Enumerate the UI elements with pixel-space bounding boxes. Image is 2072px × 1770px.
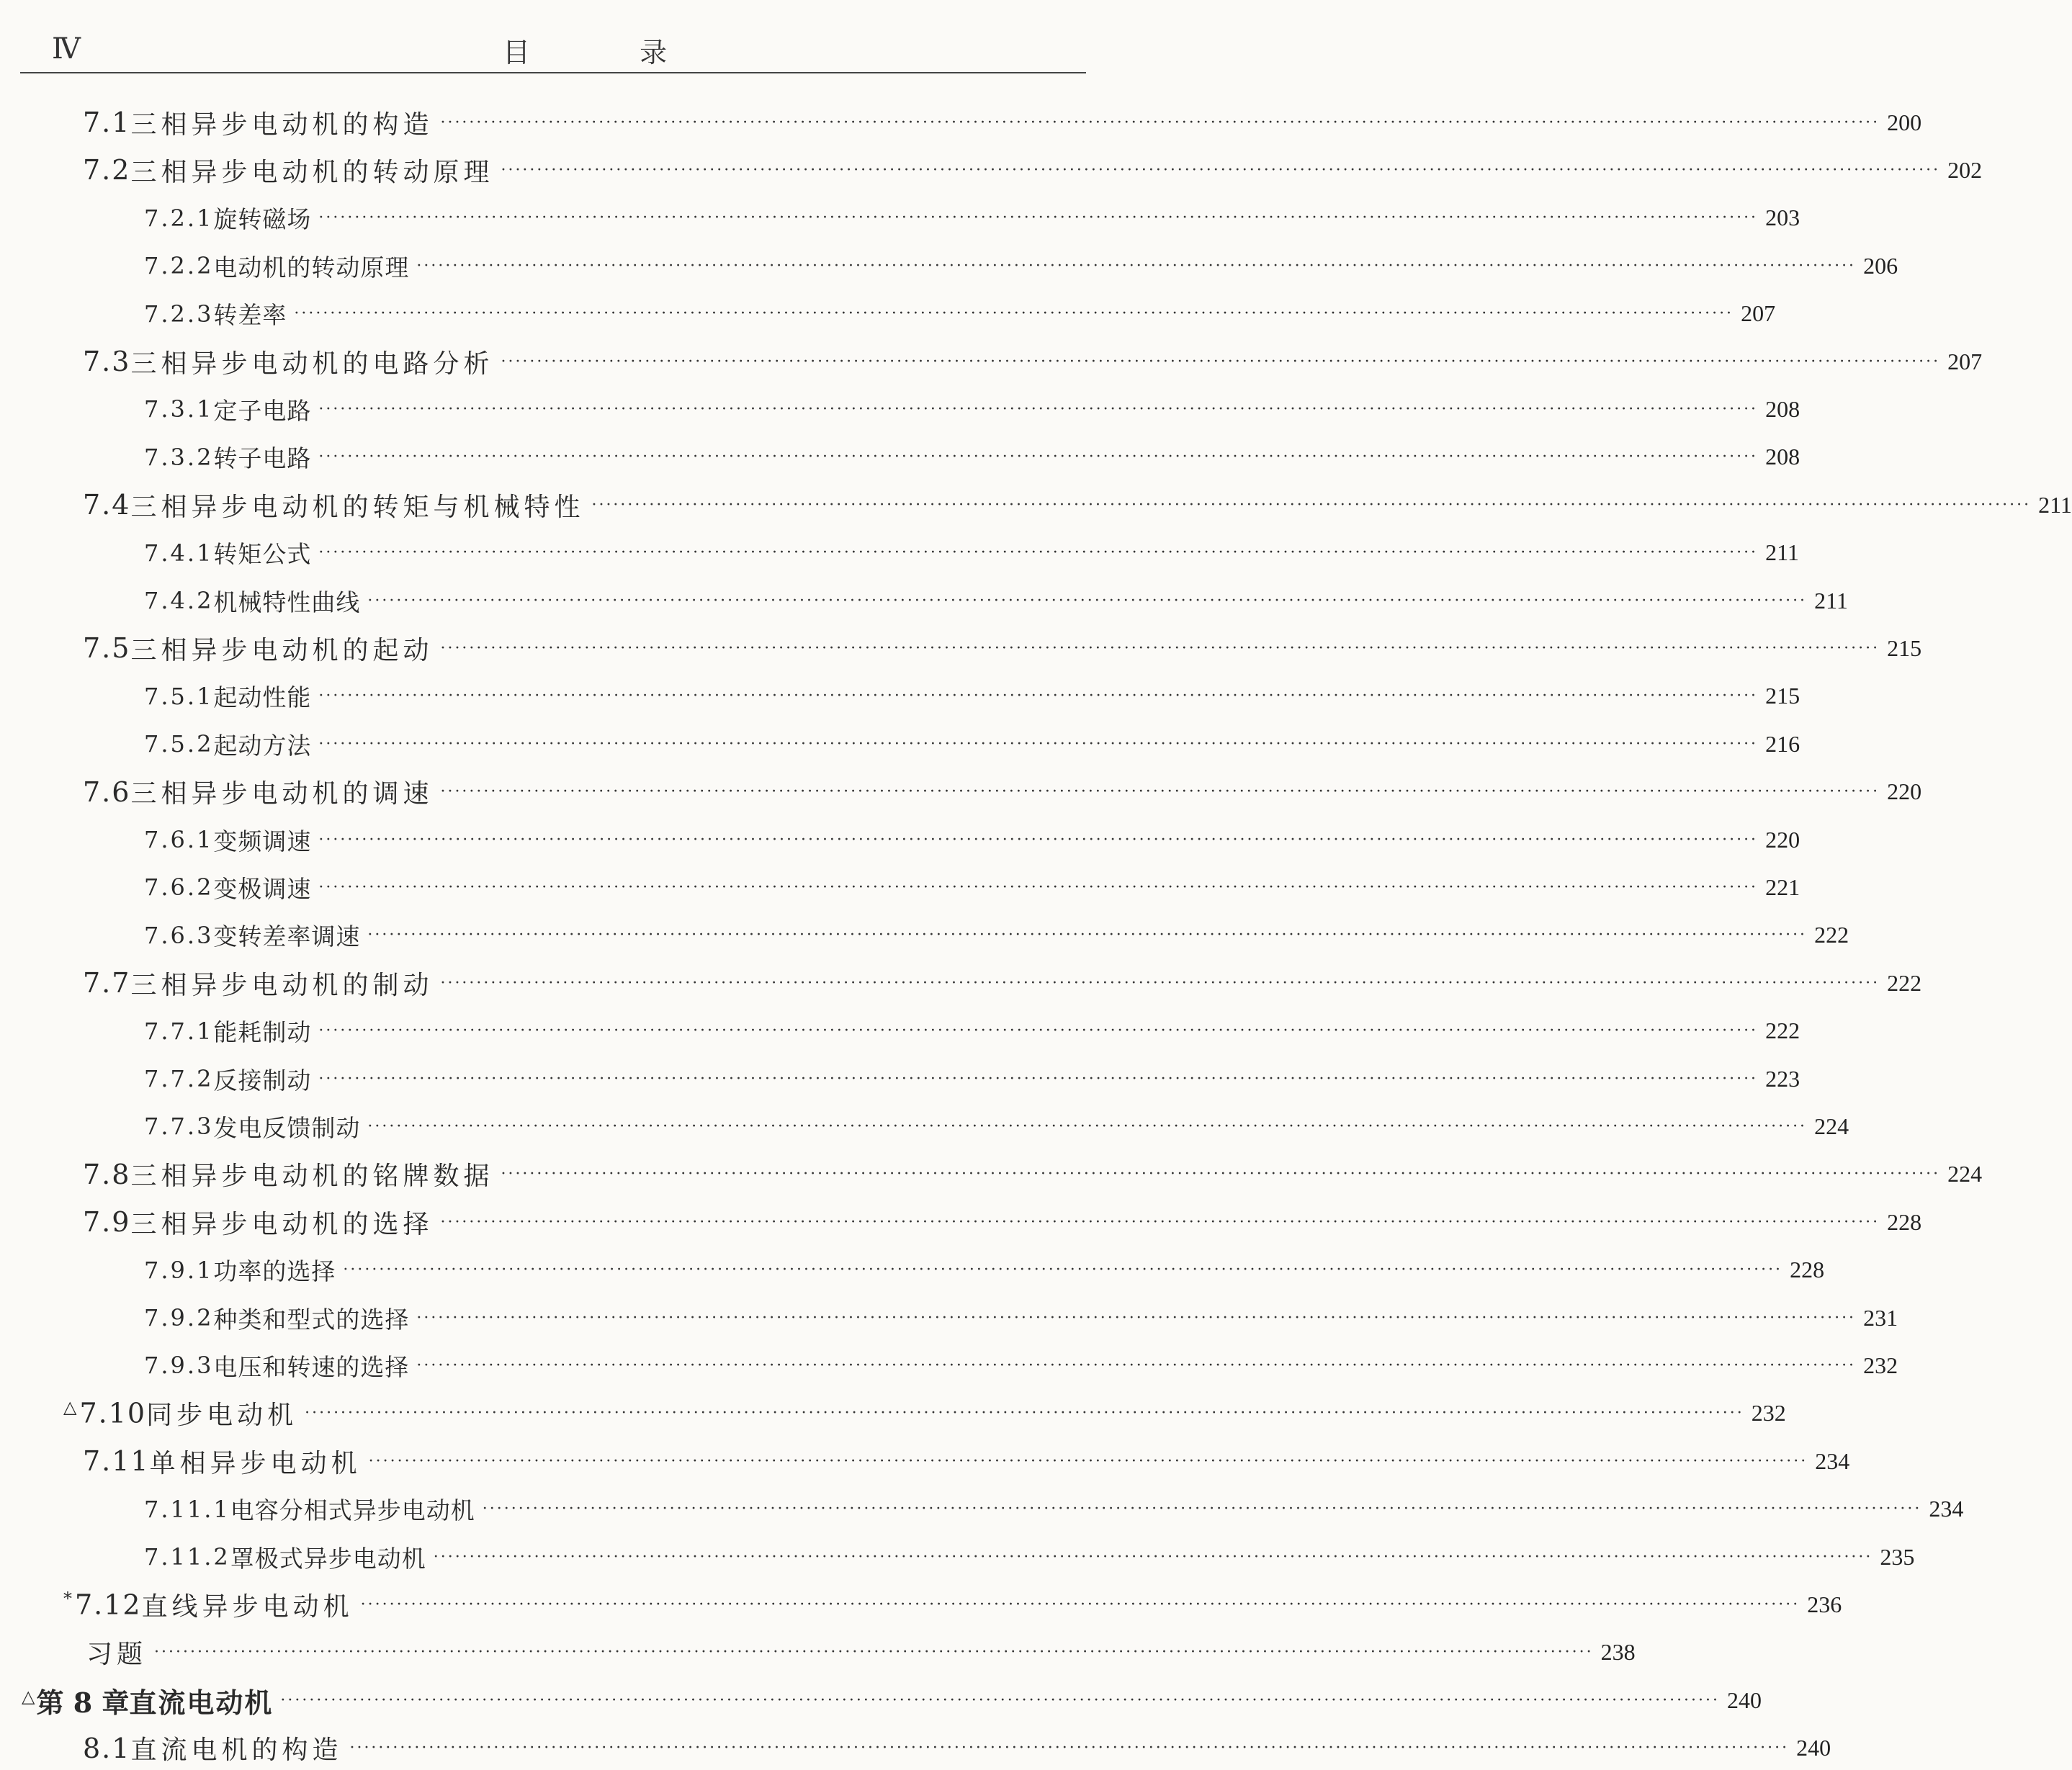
toc-entry[interactable]	[0, 197, 1800, 240]
toc-entry-page: 222	[1887, 969, 1922, 996]
toc-entry-number	[144, 252, 213, 279]
dot-leader: ········································································································································································································	[416, 1356, 1857, 1375]
dot-leader: ········································································································································································································	[591, 495, 2032, 514]
toc-entry-title: 三相异步电动机的转矩与机械特性	[130, 492, 585, 522]
toc-entry-title: 电动机的转动原理	[213, 253, 410, 282]
toc-entry[interactable]	[0, 148, 1983, 192]
dot-leader: ········································································································································································································	[440, 1213, 1880, 1231]
toc-entry-page: 224	[1814, 1113, 1849, 1139]
toc-entry-number-text: 7.10	[79, 1398, 147, 1430]
toc-entry-number-text: 8.1	[83, 1732, 131, 1764]
toc-entry-number	[83, 346, 130, 377]
toc-entry-number	[144, 1543, 230, 1571]
toc-entry-title: 三相异步电动机的调速	[130, 779, 434, 809]
toc-entry-title: 单相异步电动机	[149, 1448, 362, 1478]
toc-entry-page: 211	[1814, 587, 1848, 614]
toc-entry-number	[83, 632, 130, 664]
toc-entry[interactable]	[0, 292, 1776, 336]
toc-entry[interactable]	[0, 1057, 1800, 1100]
toc-entry-number-text: 7.4	[83, 489, 131, 521]
toc-entry-page: 228	[1790, 1257, 1825, 1283]
toc-entry-page: 215	[1887, 634, 1922, 661]
toc-entry-title: 机械特性曲线	[213, 588, 361, 616]
toc-entry-title: 定子电路	[213, 396, 312, 425]
dot-leader: ········································································································································································································	[318, 209, 1759, 228]
toc-entry-title: 转子电路	[213, 444, 312, 473]
toc-entry-title: 反接制动	[213, 1066, 312, 1095]
toc-entry-number-text: 7.5	[83, 632, 131, 665]
toc-entry-title: 电压和转速的选择	[213, 1352, 410, 1381]
toc-entry-number	[83, 1733, 130, 1764]
dot-leader: ········································································································································································································	[318, 830, 1759, 849]
toc-entry[interactable]	[0, 1631, 1636, 1674]
toc-entry-number	[144, 683, 213, 710]
toc-entry-title: 变转差率调速	[213, 922, 361, 951]
toc-entry[interactable]	[0, 387, 1800, 431]
toc-entry-number-text: 7.11.2	[144, 1543, 230, 1571]
toc-entry[interactable]	[0, 1105, 1849, 1148]
toc-entry[interactable]	[0, 340, 1983, 383]
dot-leader: ········································································································································································································	[440, 974, 1880, 992]
toc-entry-title: 功率的选择	[213, 1257, 336, 1286]
toc-entry-number-text: 7.2.3	[144, 300, 214, 328]
toc-entry-number-text: 7.3	[83, 346, 131, 377]
dot-leader: ········································································································································································································	[318, 734, 1759, 753]
toc-entry-number-text: 7.6	[83, 776, 131, 808]
dot-leader: ········································································································································································································	[367, 926, 1808, 945]
toc-entry-title: 转差率	[213, 301, 287, 330]
toc-entry-number	[144, 730, 213, 758]
toc-entry[interactable]	[0, 1392, 1786, 1435]
toc-entry-page: 206	[1863, 252, 1898, 279]
toc-entry[interactable]	[0, 1249, 1825, 1292]
toc-entry-number	[83, 489, 130, 521]
toc-entry-number-text: 7.6.1	[144, 826, 214, 853]
toc-entry[interactable]	[0, 1010, 1800, 1053]
toc-entry-number	[144, 1496, 230, 1523]
toc-entry[interactable]	[0, 1439, 1850, 1483]
toc-entry[interactable]	[0, 818, 1800, 861]
toc-entry[interactable]	[0, 1535, 1915, 1578]
dot-leader: ········································································································································································································	[305, 1404, 1744, 1423]
toc-entry[interactable]	[0, 1488, 1964, 1531]
toc-entry-number-text: 7.9.2	[144, 1304, 214, 1331]
dot-leader: ········································································································································································································	[360, 1595, 1800, 1614]
toc-entry-number-text: 7.12	[75, 1589, 142, 1621]
toc-entry[interactable]	[0, 1727, 1831, 1770]
dot-leader: ········································································································································································································	[501, 352, 1941, 371]
toc-entry-number	[144, 1017, 213, 1045]
toc-entry[interactable]	[0, 1153, 1983, 1196]
toc-entry-title: 种类和型式的选择	[213, 1305, 410, 1334]
toc-entry-number	[83, 107, 130, 138]
toc-entry-title: 电容分相式异步电动机	[230, 1496, 475, 1525]
toc-entry[interactable]	[0, 531, 1799, 575]
toc-entry-title: 习题	[86, 1640, 148, 1670]
dot-leader: ········································································································································································································	[318, 1022, 1759, 1041]
toc-entry-page: 228	[1887, 1208, 1922, 1235]
toc-entry-number	[83, 967, 130, 999]
toc-entry-page: 215	[1765, 683, 1800, 709]
toc-entry-page: 208	[1765, 395, 1800, 422]
toc-entry-number	[83, 1159, 130, 1190]
toc-entry[interactable]	[0, 1296, 1898, 1339]
toc-entry-number	[144, 205, 213, 232]
toc-entry[interactable]	[0, 866, 1800, 909]
dot-leader: ········································································································································································································	[318, 687, 1759, 706]
dot-leader: ········································································································································································································	[440, 113, 1880, 132]
toc-entry-number	[144, 826, 213, 853]
toc-entry-number	[144, 300, 213, 328]
toc-entry-title: 三相异步电动机的电路分析	[130, 349, 494, 379]
toc-entry-number-text: 7.9.3	[144, 1352, 214, 1380]
toc-entry-title: 转矩公式	[213, 540, 312, 569]
toc-entry-page: 232	[1751, 1400, 1786, 1427]
toc-entry[interactable]	[0, 244, 1898, 287]
toc-entry-number-text: 7.8	[83, 1158, 131, 1190]
toc-entry-page: 240	[1796, 1735, 1831, 1761]
dot-leader: ········································································································································································································	[280, 1691, 1721, 1710]
toc-entry-number	[83, 1445, 150, 1477]
toc-entry-mark: *	[63, 1589, 73, 1609]
dot-leader: ········································································································································································································	[367, 1117, 1808, 1136]
toc-entry[interactable]	[0, 961, 1922, 1005]
toc-entry-number-text: 7.6.2	[144, 873, 214, 902]
toc-entry-number-text: 7.2	[83, 154, 131, 187]
dot-leader: ········································································································································································································	[318, 448, 1759, 467]
toc-entry-number	[83, 776, 130, 808]
toc-entry-mark: △	[63, 1397, 79, 1418]
toc-entry-title: 三相异步电动机的制动	[130, 970, 434, 1000]
toc-entry-number	[83, 154, 130, 186]
toc-entry[interactable]	[0, 914, 1849, 957]
toc-entry[interactable]	[0, 483, 2072, 526]
toc-entry-page: 231	[1863, 1304, 1898, 1331]
dot-leader: ········································································································································································································	[343, 1261, 1783, 1280]
dot-leader: ········································································································································································································	[440, 639, 1880, 657]
header-rule	[20, 72, 1086, 73]
toc-entry-number	[144, 1304, 213, 1331]
toc-entry-number-text: 7.7.2	[144, 1065, 214, 1092]
toc-entry-number	[22, 1681, 129, 1720]
toc-entry-page: 211	[1765, 539, 1799, 566]
toc-entry-page: 234	[1929, 1496, 1964, 1522]
toc-entry-number	[144, 1113, 213, 1140]
toc-entry-page: 240	[1727, 1686, 1762, 1713]
toc-entry-page: 221	[1765, 873, 1800, 900]
toc-entry-page: 220	[1765, 826, 1800, 853]
toc-entry[interactable]	[0, 1344, 1898, 1387]
toc-entry-number-text: 7.11	[83, 1445, 150, 1478]
toc-entry[interactable]	[0, 771, 1922, 814]
toc-entry[interactable]	[0, 1200, 1922, 1244]
toc-entry[interactable]	[0, 626, 1922, 670]
dot-leader: ········································································································································································································	[433, 1547, 1873, 1566]
toc-entry-title: 起动方法	[213, 731, 312, 760]
toc-entry-number	[144, 922, 213, 949]
page-number: Ⅳ	[52, 32, 81, 65]
toc-entry-title: 三相异步电动机的选择	[130, 1209, 434, 1239]
toc-entry-title: 发电反馈制动	[213, 1113, 361, 1142]
toc-entry-title: 直流电动机	[129, 1686, 274, 1719]
dot-leader: ········································································································································································································	[367, 591, 1808, 610]
toc-entry-number	[63, 1397, 146, 1429]
toc-entry-title: 旋转磁场	[213, 205, 312, 234]
toc-entry-number	[144, 539, 213, 567]
toc-entry-title: 起动性能	[213, 683, 312, 712]
toc-entry-page: 211	[2038, 491, 2072, 518]
toc-entry[interactable]	[0, 579, 1848, 622]
toc-entry-page: 234	[1815, 1447, 1850, 1474]
toc-entry-number	[83, 1206, 130, 1238]
dot-leader: ········································································································································································································	[416, 1308, 1857, 1327]
toc-entry-number-text: 7.4.1	[144, 539, 214, 567]
toc-entry-page: 236	[1807, 1591, 1842, 1617]
toc-entry-page: 200	[1887, 109, 1922, 135]
toc-entry-number	[144, 395, 213, 423]
toc-entry-number-text: 7.5.1	[144, 682, 214, 710]
toc-entry-page: 216	[1765, 730, 1800, 757]
toc-entry-page: 224	[1947, 1161, 1983, 1187]
toc-entry-number-text: 7.3.2	[144, 443, 214, 471]
dot-leader: ········································································································································································································	[318, 544, 1759, 562]
dot-leader: ········································································································································································································	[501, 161, 1941, 179]
toc-entry-title: 变频调速	[213, 827, 312, 855]
toc-entry[interactable]	[0, 1583, 1842, 1626]
toc-entry-title: 三相异步电动机的转动原理	[130, 157, 494, 187]
toc-entry-number-text: 7.3.1	[144, 395, 214, 423]
toc-entry[interactable]	[0, 722, 1800, 765]
toc-entry-page: 208	[1765, 444, 1800, 470]
toc-entry[interactable]	[0, 436, 1800, 479]
toc-entry-number-text: 第 8 章	[36, 1686, 130, 1719]
toc-entry-number-text: 7.2.1	[144, 204, 214, 232]
toc-entry-page: 207	[1947, 348, 1983, 374]
toc-entry-number	[144, 1352, 213, 1379]
toc-entry-number	[63, 1589, 142, 1621]
toc-entry-title: 直流电机的构造	[130, 1735, 343, 1766]
toc-entry-number-text: 7.4.2	[144, 587, 214, 614]
toc-entry-title: 三相异步电动机的起动	[130, 635, 434, 665]
toc-entry-page: 232	[1863, 1352, 1898, 1378]
dot-leader: ········································································································································································································	[440, 783, 1880, 801]
toc-entry-page: 220	[1887, 778, 1922, 805]
toc-entry-page: 202	[1947, 156, 1983, 183]
dot-leader: ········································································································································································································	[318, 878, 1759, 897]
toc-entry-number-text: 7.7.1	[144, 1017, 214, 1045]
dot-leader: ········································································································································································································	[318, 400, 1759, 418]
toc-entry-number-text: 7.7	[83, 967, 131, 999]
toc-entry-number-text: 7.9	[83, 1206, 131, 1239]
page-title: 目 录	[503, 37, 718, 68]
toc-entry-number	[144, 1257, 213, 1284]
toc-entry-page: 222	[1814, 922, 1849, 948]
toc-entry-title: 罩极式异步电动机	[230, 1544, 426, 1573]
toc-entry-number	[144, 873, 213, 901]
dot-leader: ········································································································································································································	[154, 1643, 1594, 1662]
toc-entry-number	[144, 1065, 213, 1092]
toc-entry-title: 变极调速	[213, 874, 312, 903]
dot-leader: ········································································································································································································	[368, 1452, 1808, 1470]
toc-entry-number-text: 7.7.3	[144, 1113, 214, 1141]
toc-entry-page: 222	[1765, 1017, 1800, 1044]
toc-entry-page: 223	[1765, 1065, 1800, 1092]
dot-leader: ········································································································································································································	[318, 1069, 1759, 1088]
page-header	[20, 24, 1086, 75]
toc-entry-number-text: 7.2.2	[144, 252, 214, 280]
toc-entry-title: 直线异步电动机	[141, 1591, 354, 1622]
toc-entry-page: 203	[1765, 205, 1800, 231]
toc-entry-number	[144, 444, 213, 471]
toc-entry[interactable]	[0, 675, 1800, 718]
toc-entry-title: 同步电动机	[146, 1401, 298, 1431]
toc-entry-number-text: 7.5.2	[144, 730, 214, 758]
dot-leader: ········································································································································································································	[416, 256, 1857, 275]
toc-entry-number	[144, 587, 213, 614]
dot-leader: ········································································································································································································	[501, 1165, 1941, 1184]
toc-entry-number-text: 7.11.1	[144, 1495, 230, 1523]
toc-entry-title: 三相异步电动机的铭牌数据	[130, 1162, 494, 1192]
toc-entry-number-text: 7.9.1	[144, 1256, 214, 1284]
toc-entry[interactable]	[0, 101, 1922, 144]
toc-entry-mark: △	[22, 1686, 35, 1707]
toc-entry-page: 238	[1600, 1639, 1636, 1666]
toc-entry-title: 三相异步电动机的构造	[130, 109, 434, 140]
dot-leader: ········································································································································································································	[482, 1500, 1922, 1519]
toc-entry-page: 207	[1741, 300, 1776, 327]
dot-leader: ········································································································································································································	[349, 1739, 1790, 1758]
toc-entry-number-text: 7.1	[83, 107, 131, 138]
toc-entry[interactable]	[0, 1679, 1762, 1722]
toc-entry-page: 235	[1880, 1543, 1915, 1570]
dot-leader: ········································································································································································································	[294, 305, 1734, 323]
toc-entry-number-text: 7.6.3	[144, 921, 214, 949]
toc-entry-title: 能耗制动	[213, 1018, 312, 1047]
